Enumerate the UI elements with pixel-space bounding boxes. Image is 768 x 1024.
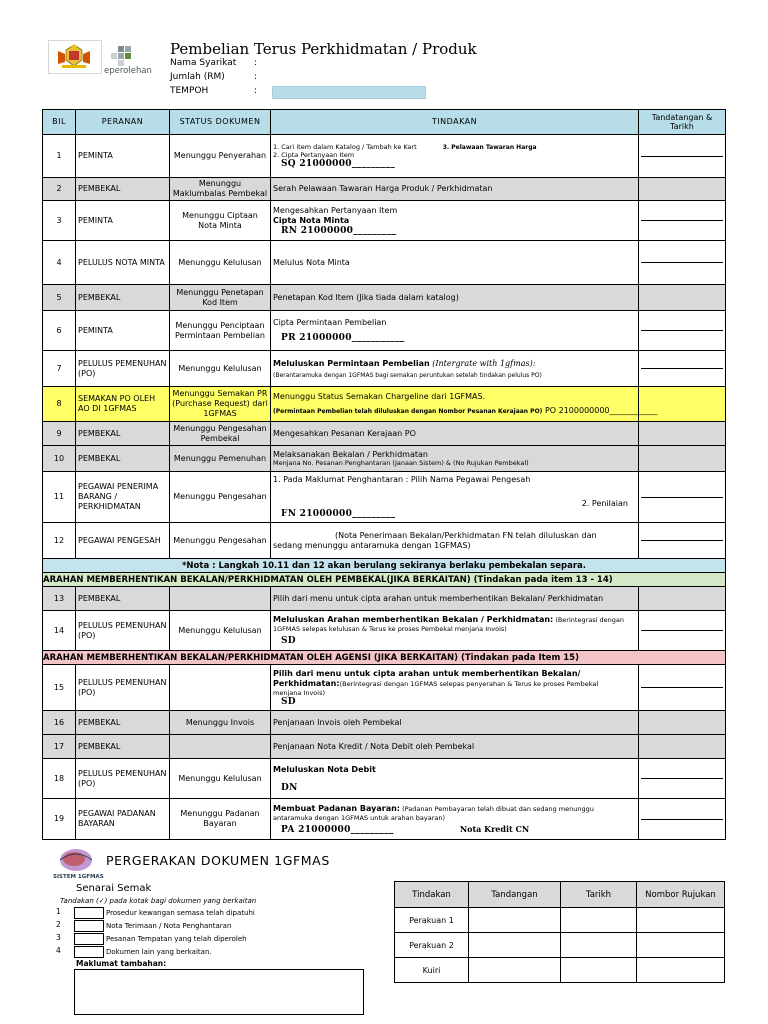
row-tindakan bbox=[271, 311, 639, 351]
section-header bbox=[43, 651, 726, 665]
step-text: Meluluskan Arahan memberhentikan Bekalan / Perkhidmatan: bbox=[273, 615, 554, 624]
step-text: 1GFMAS selepas kelulusan & Terus ke proses Pembekal menjana Invois) bbox=[273, 625, 507, 633]
reference-number: FN 21000000_________ bbox=[281, 509, 396, 519]
row-status: Menunggu Invois bbox=[170, 711, 271, 735]
row-tindakan: Penetapan Kod Item (Jika tiada dalam katalog) bbox=[271, 285, 639, 311]
row-bil: 7 bbox=[43, 351, 76, 387]
signature-cell[interactable] bbox=[639, 665, 726, 711]
approval-row bbox=[395, 933, 725, 958]
approval-ref-cell[interactable] bbox=[637, 908, 725, 933]
row-status bbox=[170, 587, 271, 611]
checklist-label: Dokumen lain yang berkaitan. bbox=[106, 948, 212, 956]
row-tindakan bbox=[271, 799, 639, 840]
row-status: Menunggu Ciptaan Nota Minta bbox=[170, 201, 271, 241]
row-status bbox=[170, 665, 271, 711]
row-tindakan bbox=[271, 387, 658, 422]
row-peranan: SEMAKAN PO OLEH AO DI 1GFMAS bbox=[76, 387, 170, 422]
step-text: 2. Cipta Pertanyaan Item bbox=[273, 151, 355, 159]
process-table bbox=[42, 109, 726, 840]
section-title: ARAHAN MEMBERHENTIKAN BEKALAN/PERKHIDMATAN OLEH PEMBEKAL(JIKA BERKAITAN) (Tindakan pada item 13 - 14) bbox=[43, 573, 726, 587]
step-text: (Padanan Pembayaran telah dibuat dan sedang menunggu bbox=[400, 804, 594, 813]
step-text: (Berantaramuka dengan 1GFMAS bagi semakan peruntukan setelah tindakan pelulus PO) bbox=[273, 371, 542, 379]
row-bil: 17 bbox=[43, 735, 76, 759]
signature-cell[interactable] bbox=[639, 759, 726, 799]
row-status: Menunggu Penetapan Kod Item bbox=[170, 285, 271, 311]
section-header bbox=[43, 573, 726, 587]
checklist-label: Pesanan Tempatan yang telah diperoleh bbox=[106, 935, 247, 943]
approval-table bbox=[394, 881, 725, 983]
row-bil: 13 bbox=[43, 587, 76, 611]
step-text: (Intergrate with 1gfmas): bbox=[429, 358, 536, 368]
step-text: Cipta Nota Minta bbox=[273, 215, 350, 225]
row-status: Menunggu Kelulusan bbox=[170, 759, 271, 799]
step-text: 2. Penilaian bbox=[581, 499, 628, 508]
row-tindakan bbox=[271, 201, 639, 241]
row-peranan: PELULUS PEMENUHAN (PO) bbox=[76, 665, 170, 711]
signature-cell[interactable] bbox=[639, 587, 726, 611]
step-text: Meluluskan Permintaan Pembelian bbox=[273, 358, 430, 368]
company-name-label: Nama Syarikat bbox=[170, 58, 237, 68]
note-row bbox=[43, 559, 726, 573]
step-text: 1. Pada Maklumat Penghantaran : Pilih Nama Pegawai Pengesah bbox=[273, 475, 531, 484]
signature-cell[interactable] bbox=[639, 711, 726, 735]
checklist-checkbox[interactable] bbox=[74, 933, 104, 945]
row-peranan: PELULUS PEMENUHAN (PO) bbox=[76, 759, 170, 799]
checklist-checkbox[interactable] bbox=[74, 946, 104, 958]
tempoh-field[interactable] bbox=[272, 86, 426, 99]
row-tindakan bbox=[271, 611, 639, 651]
table-row bbox=[43, 241, 726, 285]
signature-cell[interactable] bbox=[639, 285, 726, 311]
checklist-label: Prosedur kewangan semasa telah dipatuhi bbox=[106, 909, 255, 917]
table-row bbox=[43, 422, 726, 446]
table-row bbox=[43, 351, 726, 387]
signature-cell[interactable] bbox=[639, 241, 726, 285]
svg-text:eperolehan: eperolehan bbox=[104, 66, 152, 76]
reference-number: PR 21000000___________ bbox=[281, 333, 405, 343]
row-tindakan: Penjanaan Invois oleh Pembekal bbox=[271, 711, 639, 735]
step-text: (Nota Penerimaan Bekalan/Perkhidmatan FN telah diluluskan dan bbox=[335, 530, 597, 540]
approval-header-row bbox=[395, 882, 725, 908]
row-peranan: PEMBEKAL bbox=[76, 285, 170, 311]
row-bil: 19 bbox=[43, 799, 76, 840]
signature-cell[interactable] bbox=[639, 351, 726, 387]
approval-col-tarikh: Tarikh bbox=[561, 882, 637, 908]
row-peranan: PEGAWAI PADANAN BAYARAN bbox=[76, 799, 170, 840]
row-bil: 3 bbox=[43, 201, 76, 241]
step-text: Cipta Permintaan Pembelian bbox=[273, 318, 387, 327]
row-bil: 4 bbox=[43, 241, 76, 285]
section-heading: PERGERAKAN DOKUMEN 1GFMAS bbox=[106, 853, 330, 868]
section-title: ARAHAN MEMBERHENTIKAN BEKALAN/PERKHIDMATAN OLEH AGENSI (JIKA BERKAITAN) (Tindakan pada Item 15) bbox=[43, 651, 726, 665]
table-row bbox=[43, 665, 726, 711]
table-row bbox=[43, 311, 726, 351]
approval-row-label: Perakuan 1 bbox=[395, 908, 469, 933]
approval-col-tindakan: Tindakan bbox=[395, 882, 469, 908]
svg-text:SISTEM 1GFMAS: SISTEM 1GFMAS bbox=[53, 874, 104, 880]
reference-number: PO 2100000000____________ bbox=[542, 406, 658, 415]
table-row bbox=[43, 711, 726, 735]
row-peranan: PELULUS NOTA MINTA bbox=[76, 241, 170, 285]
table-row bbox=[43, 611, 726, 651]
checklist-subtitle: Tandakan (✓) pada kotak bagi dokumen yang berkaitan bbox=[60, 897, 257, 905]
gfmas-logo bbox=[52, 846, 104, 880]
checklist-checkbox[interactable] bbox=[74, 920, 104, 932]
checklist-checkbox[interactable] bbox=[74, 907, 104, 919]
row-tindakan bbox=[271, 351, 639, 387]
col-status: STATUS DOKUMEN bbox=[170, 110, 271, 135]
row-status: Menunggu Padanan Bayaran bbox=[170, 799, 271, 840]
table-row bbox=[43, 201, 726, 241]
row-peranan: PEGAWAI PENGESAH bbox=[76, 523, 170, 559]
table-row bbox=[43, 472, 726, 523]
reference-number: SQ 21000000_________ bbox=[281, 159, 396, 169]
amount-label: Jumlah (RM) bbox=[170, 72, 225, 82]
table-row bbox=[43, 135, 726, 178]
approval-date-cell[interactable] bbox=[561, 908, 637, 933]
coat-of-arms-logo bbox=[52, 42, 96, 70]
amount-colon: : bbox=[254, 72, 258, 82]
table-header-row bbox=[43, 110, 726, 135]
step-text: 3. Pelawaan Tawaran Harga bbox=[442, 144, 537, 151]
row-bil: 10 bbox=[43, 446, 76, 472]
signature-cell[interactable] bbox=[639, 799, 726, 840]
row-status: Menunggu Penciptaan Permintaan Pembelian bbox=[170, 311, 271, 351]
table-row bbox=[43, 387, 726, 422]
step-text: antaramuka dengan 1GFMAS untuk arahan bayaran) bbox=[273, 813, 446, 822]
approval-signature-cell[interactable] bbox=[469, 933, 561, 958]
row-peranan: PELULUS PEMENUHAN (PO) bbox=[76, 611, 170, 651]
approval-ref-cell[interactable] bbox=[637, 958, 725, 983]
row-tindakan bbox=[271, 759, 639, 799]
checklist-number: 3 bbox=[56, 933, 61, 942]
row-status: Menunggu Pengesahan Pembekal bbox=[170, 422, 271, 446]
reference-number: RN 21000000_________ bbox=[281, 225, 397, 236]
page-title: Pembelian Terus Perkhidmatan / Produk bbox=[170, 40, 477, 58]
step-text: Menjana No. Pesanan Penghantaran (Janaan Sistem) & (No Rujukan Pembekal) bbox=[273, 459, 529, 467]
step-text: Melaksanakan Bekalan / Perkhidmatan bbox=[273, 450, 428, 459]
tempoh-colon: : bbox=[254, 86, 258, 96]
approval-row-label: Kuiri bbox=[395, 958, 469, 983]
row-bil: 16 bbox=[43, 711, 76, 735]
row-status: Menunggu Kelulusan bbox=[170, 351, 271, 387]
checklist-number: 1 bbox=[56, 907, 61, 916]
row-peranan: PEMBEKAL bbox=[76, 422, 170, 446]
table-row bbox=[43, 285, 726, 311]
row-tindakan: Serah Pelawaan Tawaran Harga Produk / Perkhidmatan bbox=[271, 178, 639, 201]
row-status: Menunggu Kelulusan bbox=[170, 611, 271, 651]
table-row bbox=[43, 799, 726, 840]
row-peranan: PEMBEKAL bbox=[76, 178, 170, 201]
signature-cell[interactable] bbox=[639, 387, 726, 422]
row-bil: 12 bbox=[43, 523, 76, 559]
row-tindakan bbox=[271, 446, 639, 472]
step-text: Membuat Padanan Bayaran: bbox=[273, 803, 400, 813]
note-text: *Nota : Langkah 10.11 dan 12 akan berulang sekiranya berlaku pembekalan separa. bbox=[43, 559, 726, 573]
signature-cell[interactable] bbox=[639, 472, 726, 523]
table-row bbox=[43, 178, 726, 201]
checklist-title: Senarai Semak bbox=[76, 883, 152, 894]
row-peranan: PEGAWAI PENERIMA BARANG / PERKHIDMATAN bbox=[76, 472, 170, 523]
row-tindakan bbox=[271, 472, 639, 523]
row-tindakan: Mengesahkan Pesanan Kerajaan PO bbox=[271, 422, 639, 446]
approval-col-rujukan: Nombor Rujukan bbox=[637, 882, 725, 908]
row-bil: 14 bbox=[43, 611, 76, 651]
row-status: Menunggu Maklumbalas Pembekal bbox=[170, 178, 271, 201]
reference-number: PA 21000000_________ bbox=[281, 824, 394, 835]
row-tindakan bbox=[271, 665, 639, 711]
approval-row-label: Perakuan 2 bbox=[395, 933, 469, 958]
table-row bbox=[43, 446, 726, 472]
table-row bbox=[43, 759, 726, 799]
row-peranan: PEMBEKAL bbox=[76, 587, 170, 611]
approval-signature-cell[interactable] bbox=[469, 908, 561, 933]
row-tindakan bbox=[271, 135, 639, 178]
signature-cell[interactable] bbox=[639, 311, 726, 351]
signature-cell[interactable] bbox=[639, 523, 726, 559]
row-bil: 6 bbox=[43, 311, 76, 351]
step-text: (Berintegrasi dengan 1GFMAS selepas penyerahan & Terus ke proses Pembekal bbox=[339, 679, 599, 688]
table-row bbox=[43, 587, 726, 611]
row-peranan: PEMINTA bbox=[76, 311, 170, 351]
row-bil: 1 bbox=[43, 135, 76, 178]
step-text: Meluluskan Nota Debit bbox=[273, 764, 376, 774]
signature-cell[interactable] bbox=[639, 201, 726, 241]
approval-col-tandangan: Tandangan bbox=[469, 882, 561, 908]
row-tindakan: Melulus Nota Minta bbox=[271, 241, 639, 285]
table-row bbox=[43, 523, 726, 559]
additional-info-field[interactable] bbox=[74, 969, 364, 1015]
step-text: (Berintegrasi dengan bbox=[553, 616, 624, 624]
table-row bbox=[43, 735, 726, 759]
step-text: sedang menunggu antaramuka dengan 1GFMAS) bbox=[273, 540, 471, 550]
reference-number: SD bbox=[281, 696, 296, 707]
checklist-label: Nota Terimaan / Nota Penghantaran bbox=[106, 922, 232, 930]
row-status bbox=[170, 735, 271, 759]
signature-cell[interactable] bbox=[639, 611, 726, 651]
col-tindakan: TINDAKAN bbox=[271, 110, 639, 135]
credit-note-label: Nota Kredit CN bbox=[459, 823, 530, 834]
step-text: Mengesahkan Pertanyaan Item bbox=[273, 205, 398, 215]
row-bil: 8 bbox=[43, 387, 76, 422]
row-status: Menunggu Semakan PR (Purchase Request) dari 1GFMAS bbox=[170, 387, 271, 422]
approval-row bbox=[395, 908, 725, 933]
approval-date-cell[interactable] bbox=[561, 958, 637, 983]
tempoh-label: TEMPOH bbox=[170, 86, 209, 96]
row-tindakan: Pilih dari menu untuk cipta arahan untuk memberhentikan Bekalan/ Perkhidmatan bbox=[271, 587, 639, 611]
company-name-colon: : bbox=[254, 58, 258, 68]
row-peranan: PEMINTA bbox=[76, 201, 170, 241]
checklist-number: 2 bbox=[56, 920, 61, 929]
row-tindakan: Penjanaan Nota Kredit / Nota Debit oleh Pembekal bbox=[271, 735, 639, 759]
step-text: (Permintaan Pembelian telah diluluskan dengan Nombor Pesanan Kerajaan PO) bbox=[273, 408, 543, 415]
step-text: Menunggu Status Semakan Chargeline dari 1GFMAS. bbox=[273, 392, 486, 401]
approval-ref-cell[interactable] bbox=[637, 933, 725, 958]
row-status: Menunggu Kelulusan bbox=[170, 241, 271, 285]
row-bil: 2 bbox=[43, 178, 76, 201]
approval-row bbox=[395, 958, 725, 983]
row-bil: 5 bbox=[43, 285, 76, 311]
row-bil: 9 bbox=[43, 422, 76, 446]
row-tindakan bbox=[271, 523, 639, 559]
row-status: Menunggu Pengesahan bbox=[170, 472, 271, 523]
col-signature: Tandatangan & Tarikh bbox=[639, 110, 726, 135]
approval-date-cell[interactable] bbox=[561, 933, 637, 958]
approval-signature-cell[interactable] bbox=[469, 958, 561, 983]
reference-number: DN bbox=[281, 782, 298, 793]
signature-cell[interactable] bbox=[639, 446, 726, 472]
step-text: Pilih dari menu untuk cipta arahan untuk memberhentikan Bekalan/ bbox=[273, 668, 581, 678]
row-bil: 11 bbox=[43, 472, 76, 523]
row-status: Menunggu Pengesahan bbox=[170, 523, 271, 559]
eperolehan-logo bbox=[104, 44, 160, 74]
signature-cell[interactable] bbox=[639, 178, 726, 201]
signature-cell[interactable] bbox=[639, 135, 726, 178]
row-peranan: PEMINTA bbox=[76, 135, 170, 178]
step-text: menjana Invois) bbox=[273, 688, 325, 697]
row-status: Menunggu Pemenuhan bbox=[170, 446, 271, 472]
row-peranan: PEMBEKAL bbox=[76, 735, 170, 759]
checklist-number: 4 bbox=[56, 946, 61, 955]
row-peranan: PELULUS PEMENUHAN (PO) bbox=[76, 351, 170, 387]
row-bil: 15 bbox=[43, 665, 76, 711]
row-bil: 18 bbox=[43, 759, 76, 799]
step-text: Perkhidmatan: bbox=[273, 678, 340, 688]
row-peranan: PEMBEKAL bbox=[76, 446, 170, 472]
row-status: Menunggu Penyerahan bbox=[170, 135, 271, 178]
col-bil: BIL bbox=[43, 110, 76, 135]
row-peranan: PEMBEKAL bbox=[76, 711, 170, 735]
signature-cell[interactable] bbox=[639, 422, 726, 446]
reference-number: SD bbox=[281, 636, 296, 646]
signature-cell[interactable] bbox=[639, 735, 726, 759]
step-text: 1. Cari item dalam Katalog / Tambah ke Kart bbox=[273, 143, 417, 151]
additional-info-label: Maklumat tambahan: bbox=[76, 959, 167, 968]
col-peranan: PERANAN bbox=[76, 110, 170, 135]
